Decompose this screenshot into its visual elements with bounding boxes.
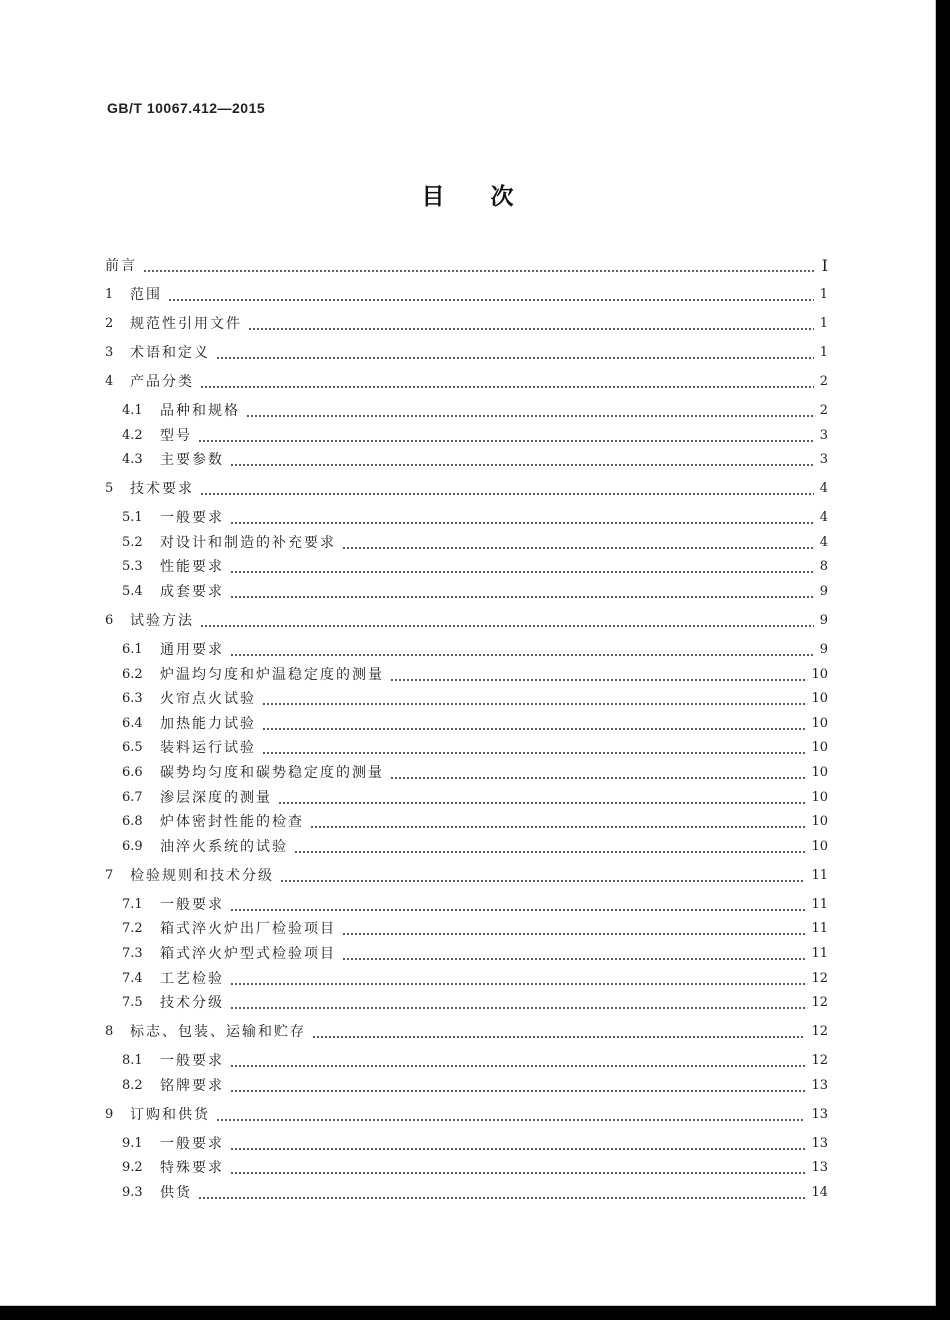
toc-entry-number: 3 xyxy=(105,345,114,360)
toc-entry-page: 10 xyxy=(811,716,828,731)
toc-entry-page: 11 xyxy=(811,897,828,912)
toc-dot-leader xyxy=(216,343,814,363)
toc-entry-label: 箱式淬火炉出厂检验项目 xyxy=(160,921,336,937)
toc-entry[interactable] xyxy=(122,1183,828,1203)
toc-entry-number: 8.1 xyxy=(122,1053,143,1068)
toc-dot-leader xyxy=(246,401,814,421)
toc-entry-page: 1 xyxy=(819,345,828,360)
toc-entry-page: 3 xyxy=(819,452,828,467)
toc-entry-number: 8 xyxy=(105,1024,114,1039)
toc-entry-label: 订购和供货 xyxy=(130,1107,210,1123)
toc-entry-label: 油淬火系统的试验 xyxy=(160,839,288,855)
toc-entry[interactable] xyxy=(105,1105,828,1125)
toc-entry-page: 8 xyxy=(819,559,828,574)
toc-entry-label: 一般要求 xyxy=(160,1053,224,1069)
toc-entry-label: 范围 xyxy=(130,287,162,303)
toc-entry-label: 试验方法 xyxy=(130,613,194,629)
toc-dot-leader xyxy=(200,611,814,631)
standard-code: GB/T 10067.412—2015 xyxy=(107,100,266,116)
toc-entry[interactable] xyxy=(122,714,828,734)
toc-dot-leader xyxy=(230,640,814,660)
toc-entry-page: 2 xyxy=(819,374,828,389)
toc-entry-number: 2 xyxy=(105,316,114,331)
toc-entry-label: 主要参数 xyxy=(160,452,224,468)
toc-entry-label: 成套要求 xyxy=(160,584,224,600)
toc-entry-page: 10 xyxy=(811,740,828,755)
toc-entry-number: 6.9 xyxy=(122,839,143,854)
toc-entry-label: 通用要求 xyxy=(160,642,224,658)
toc-dot-leader xyxy=(342,944,805,964)
toc-entry-label: 品种和规格 xyxy=(160,403,240,419)
toc-entry-page: 10 xyxy=(811,790,828,805)
toc-entry-number: 9 xyxy=(105,1107,114,1122)
toc-entry-number: 6 xyxy=(105,613,114,628)
toc-entry-number: 7 xyxy=(105,868,114,883)
toc-entry[interactable] xyxy=(105,256,828,276)
toc-entry-page: 13 xyxy=(811,1136,828,1151)
toc-entry[interactable] xyxy=(122,919,828,939)
toc-entry-number: 5.2 xyxy=(122,535,143,550)
toc-dot-leader xyxy=(390,763,805,783)
toc-entry-label: 供货 xyxy=(160,1185,192,1201)
toc-entry-label: 炉温均匀度和炉温稳定度的测量 xyxy=(160,667,384,683)
toc-entry-label: 产品分类 xyxy=(130,374,194,390)
toc-entry-page: 9 xyxy=(819,642,828,657)
toc-entry-number: 4.1 xyxy=(122,403,143,418)
toc-entry[interactable] xyxy=(122,895,828,915)
toc-entry[interactable] xyxy=(122,812,828,832)
toc-entry-label: 铭牌要求 xyxy=(160,1078,224,1094)
toc-entry-label: 标志、包装、运输和贮存 xyxy=(130,1024,306,1040)
toc-entry-number: 9.2 xyxy=(122,1160,143,1175)
toc-entry-label: 性能要求 xyxy=(160,559,224,575)
toc-entry-label: 渗层深度的测量 xyxy=(160,790,272,806)
toc-dot-leader xyxy=(230,508,814,528)
toc-entry-page: 10 xyxy=(811,691,828,706)
toc-entry-page: 10 xyxy=(811,839,828,854)
toc-entry-label: 前言 xyxy=(105,258,137,274)
toc-entry-page: 9 xyxy=(819,584,828,599)
toc-entry-page: 1 xyxy=(819,316,828,331)
toc-entry[interactable] xyxy=(122,738,828,758)
toc-title: 目次 xyxy=(421,184,560,210)
toc-dot-leader xyxy=(230,1076,805,1096)
toc-entry-page: 12 xyxy=(811,1024,828,1039)
toc-dot-leader xyxy=(216,1105,805,1125)
toc-entry[interactable] xyxy=(122,401,828,421)
toc-dot-leader xyxy=(342,533,814,553)
toc-dot-leader xyxy=(200,479,814,499)
toc-entry-page: 4 xyxy=(819,510,828,525)
toc-entry[interactable] xyxy=(105,285,828,305)
toc-entry[interactable] xyxy=(122,969,828,989)
toc-entry-number: 6.3 xyxy=(122,691,143,706)
toc-entry-label: 技术要求 xyxy=(130,481,194,497)
toc-entry[interactable] xyxy=(122,533,828,553)
toc-entry-number: 9.3 xyxy=(122,1185,143,1200)
toc-entry-page: 12 xyxy=(811,995,828,1010)
toc-entry-label: 工艺检验 xyxy=(160,971,224,987)
toc-dot-leader xyxy=(230,1051,805,1071)
toc-entry-page: 11 xyxy=(811,868,828,883)
toc-entry-label: 特殊要求 xyxy=(160,1160,224,1176)
toc-entry-label: 技术分级 xyxy=(160,995,224,1011)
toc-entry-label: 一般要求 xyxy=(160,1136,224,1152)
toc-entry-label: 一般要求 xyxy=(160,897,224,913)
toc-entry-number: 7.4 xyxy=(122,971,143,986)
toc-dot-leader xyxy=(230,1134,805,1154)
toc-dot-leader xyxy=(230,1158,805,1178)
toc-dot-leader xyxy=(230,557,814,577)
toc-entry-page: 13 xyxy=(811,1078,828,1093)
toc-entry-number: 6.5 xyxy=(122,740,143,755)
toc-dot-leader xyxy=(294,837,805,857)
toc-entry-number: 6.4 xyxy=(122,716,143,731)
toc-entry[interactable] xyxy=(122,426,828,446)
toc-entry-page: 3 xyxy=(819,428,828,443)
toc-entry-label: 加热能力试验 xyxy=(160,716,256,732)
toc-entry-number: 7.5 xyxy=(122,995,143,1010)
toc-entry-number: 7.1 xyxy=(122,897,143,912)
toc-entry[interactable] xyxy=(122,1134,828,1154)
toc-entry[interactable] xyxy=(122,788,828,808)
toc-entry-page: 12 xyxy=(811,971,828,986)
toc-entry-number: 9.1 xyxy=(122,1136,143,1151)
toc-entry-number: 6.1 xyxy=(122,642,143,657)
toc-entry-page: 2 xyxy=(819,403,828,418)
toc-entry-label: 一般要求 xyxy=(160,510,224,526)
toc-entry[interactable] xyxy=(122,837,828,857)
toc-entry[interactable] xyxy=(122,944,828,964)
toc-entry[interactable] xyxy=(122,1051,828,1071)
toc-entry-number: 4.3 xyxy=(122,452,143,467)
toc-entry[interactable] xyxy=(122,993,828,1013)
toc-entry-page: Ⅰ xyxy=(821,256,828,275)
toc-dot-leader xyxy=(143,256,814,276)
toc-entry-page: 12 xyxy=(811,1053,828,1068)
toc-entry[interactable] xyxy=(122,665,828,685)
toc-entry-label: 型号 xyxy=(160,428,192,444)
toc-entry[interactable] xyxy=(105,611,828,631)
toc-entry-page: 11 xyxy=(811,946,828,961)
toc-entry[interactable] xyxy=(122,557,828,577)
toc-entry-number: 1 xyxy=(105,287,114,302)
toc-entry[interactable] xyxy=(105,314,828,334)
toc-entry-number: 6.2 xyxy=(122,667,143,682)
toc-entry-number: 5.3 xyxy=(122,559,143,574)
toc-dot-leader xyxy=(278,788,805,808)
toc-entry[interactable] xyxy=(122,1158,828,1178)
toc-entry-label: 对设计和制造的补充要求 xyxy=(160,535,336,551)
toc-entry-number: 7.3 xyxy=(122,946,143,961)
toc-entry-number: 6.7 xyxy=(122,790,143,805)
toc-entry-number: 5.4 xyxy=(122,584,143,599)
toc-entry-label: 碳势均匀度和碳势稳定度的测量 xyxy=(160,765,384,781)
toc-entry-label: 火帘点火试验 xyxy=(160,691,256,707)
toc-dot-leader xyxy=(248,314,814,334)
toc-entry-label: 装料运行试验 xyxy=(160,740,256,756)
toc-entry-page: 9 xyxy=(819,613,828,628)
toc-entry-page: 10 xyxy=(811,667,828,682)
toc-entry-number: 5 xyxy=(105,481,114,496)
toc-entry[interactable] xyxy=(105,343,828,363)
toc-entry-number: 7.2 xyxy=(122,921,143,936)
toc-entry[interactable] xyxy=(122,582,828,602)
toc-entry-label: 炉体密封性能的检查 xyxy=(160,814,304,830)
toc-entry-number: 6.8 xyxy=(122,814,143,829)
toc-entry-page: 11 xyxy=(811,921,828,936)
toc-entry[interactable] xyxy=(122,763,828,783)
toc-dot-leader xyxy=(312,1022,805,1042)
toc-dot-leader xyxy=(230,969,805,989)
toc-dot-leader xyxy=(230,993,805,1013)
toc-entry[interactable] xyxy=(105,372,828,392)
toc-dot-leader xyxy=(280,866,805,886)
toc-dot-leader xyxy=(198,426,814,446)
toc-entry-number: 5.1 xyxy=(122,510,143,525)
toc-entry[interactable] xyxy=(122,450,828,470)
toc-entry[interactable] xyxy=(105,479,828,499)
toc-entry-page: 4 xyxy=(819,481,828,496)
toc-entry-page: 10 xyxy=(811,814,828,829)
toc-entry[interactable] xyxy=(122,689,828,709)
toc-dot-leader xyxy=(198,1183,805,1203)
toc-dot-leader xyxy=(200,372,814,392)
toc-entry-page: 13 xyxy=(811,1160,828,1175)
toc-entry-page: 10 xyxy=(811,765,828,780)
toc-entry[interactable] xyxy=(105,866,828,886)
toc-entry[interactable] xyxy=(122,508,828,528)
toc-entry-number: 4.2 xyxy=(122,428,143,443)
toc-dot-leader xyxy=(342,919,805,939)
toc-entry[interactable] xyxy=(122,640,828,660)
toc-dot-leader xyxy=(230,582,814,602)
toc-entry[interactable] xyxy=(105,1022,828,1042)
toc-entry-label: 规范性引用文件 xyxy=(130,316,242,332)
toc-dot-leader xyxy=(230,450,814,470)
toc-dot-leader xyxy=(262,714,805,734)
toc-entry-page: 4 xyxy=(819,535,828,550)
toc-entry[interactable] xyxy=(122,1076,828,1096)
toc-entry-number: 8.2 xyxy=(122,1078,143,1093)
toc-dot-leader xyxy=(310,812,805,832)
toc-dot-leader xyxy=(390,665,805,685)
toc-entry-page: 14 xyxy=(811,1185,828,1200)
toc-dot-leader xyxy=(262,689,805,709)
toc-entry-label: 术语和定义 xyxy=(130,345,210,361)
toc-entry-label: 箱式淬火炉型式检验项目 xyxy=(160,946,336,962)
toc-entry-number: 6.6 xyxy=(122,765,143,780)
toc-dot-leader xyxy=(262,738,805,758)
toc-entry-page: 13 xyxy=(811,1107,828,1122)
toc-dot-leader xyxy=(168,285,814,305)
toc-entry-page: 1 xyxy=(819,287,828,302)
toc-dot-leader xyxy=(230,895,805,915)
toc-entry-label: 检验规则和技术分级 xyxy=(130,868,274,884)
toc-entry-number: 4 xyxy=(105,374,114,389)
